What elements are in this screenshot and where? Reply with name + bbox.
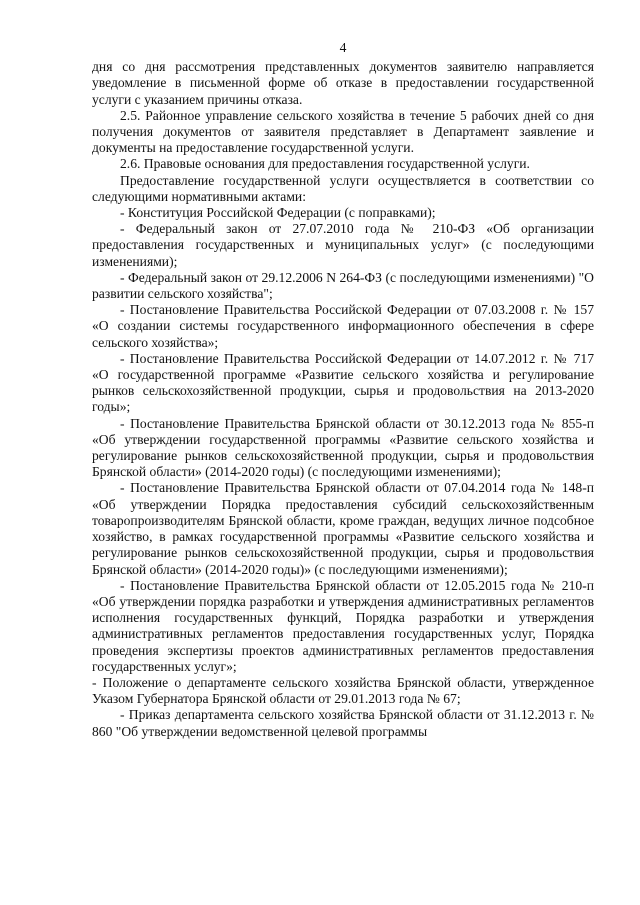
paragraph: дня со дня рассмотрения представленных документов заявителю направляется уведомление в письменной форме об отказе в предоставлении государственной услуги с указанием причины отказа. xyxy=(92,59,594,107)
paragraph: Предоставление государственной услуги осуществляется в соответствии со следующими нормативными актами: xyxy=(92,172,594,204)
paragraph: - Постановление Правительства Брянской области от 07.04.2014 года № 148-п «Об утверждении Порядка предоставления субсидий сельскохозяйственным товаропроизводителям Брянской области, кроме граждан, ведущих личное подсобное хозяйство, в рамках государственной программы «Развитие сельского хозяйства и регулирование рынков сельскохозяйственной продукции, сырья и продовольствия Брянской области» (2014-2020 годы)» (с последующими изменениями); xyxy=(92,480,594,577)
paragraph: - Федеральный закон от 29.12.2006 N 264-ФЗ (с последующими изменениями) "О развитии сельского хозяйства"; xyxy=(92,269,594,302)
document-body xyxy=(92,59,594,740)
paragraph: - Постановление Правительства Российской Федерации от 07.03.2008 г. № 157 «О создании системы государственного информационного обеспечения в сфере сельского хозяйства»; xyxy=(92,302,594,350)
paragraph: 2.5. Районное управление сельского хозяйства в течение 5 рабочих дней со дня получения документов от заявителя представляет в Департамент заявление и документы на предоставление государственной услуги. xyxy=(92,107,594,156)
paragraph: - Положение о департаменте сельского хозяйства Брянской области, утвержденное Указом Губернатора Брянской области от 29.01.2013 года № 67; xyxy=(92,674,594,707)
paragraph: - Приказ департамента сельского хозяйства Брянской области от 31.12.2013 г. № 860 "Об утверждении ведомственной целевой программы xyxy=(92,707,594,739)
paragraph: - Постановление Правительства Российской Федерации от 14.07.2012 г. № 717 «О государственной программе «Развитие сельского хозяйства и регулирование рынков сельскохозяйственной продукции, сырья и продовольствия на 2013-2020 годы»; xyxy=(92,350,594,415)
page-number: 4 xyxy=(339,40,347,55)
paragraph: - Постановление Правительства Брянской области от 12.05.2015 года № 210-п «Об утверждении порядка разработки и утверждения административных регламентов исполнения государственных функций, Порядка разработки и утверждения административных регламентов предоставления государственных услуг, Порядка проведения экспертизы проектов административных регламентов предоставления государственных услуг»; xyxy=(92,577,594,674)
paragraph: - Федеральный закон от 27.07.2010 года № 210-ФЗ «Об организации предоставления государственных и муниципальных услуг» (с последующими изменениями); xyxy=(92,221,594,269)
paragraph: 2.6. Правовые основания для предоставления государственной услуги. xyxy=(120,156,530,172)
paragraph: - Постановление Правительства Брянской области от 30.12.2013 года № 855-п «Об утверждении государственной программы «Развитие сельского хозяйства и регулирование рынков сельскохозяйственной продукции, сырья и продовольствия Брянской области» (2014-2020 годы) (с последующими изменениями); xyxy=(92,415,594,480)
paragraph: - Конституция Российской Федерации (с поправками); xyxy=(120,205,436,221)
